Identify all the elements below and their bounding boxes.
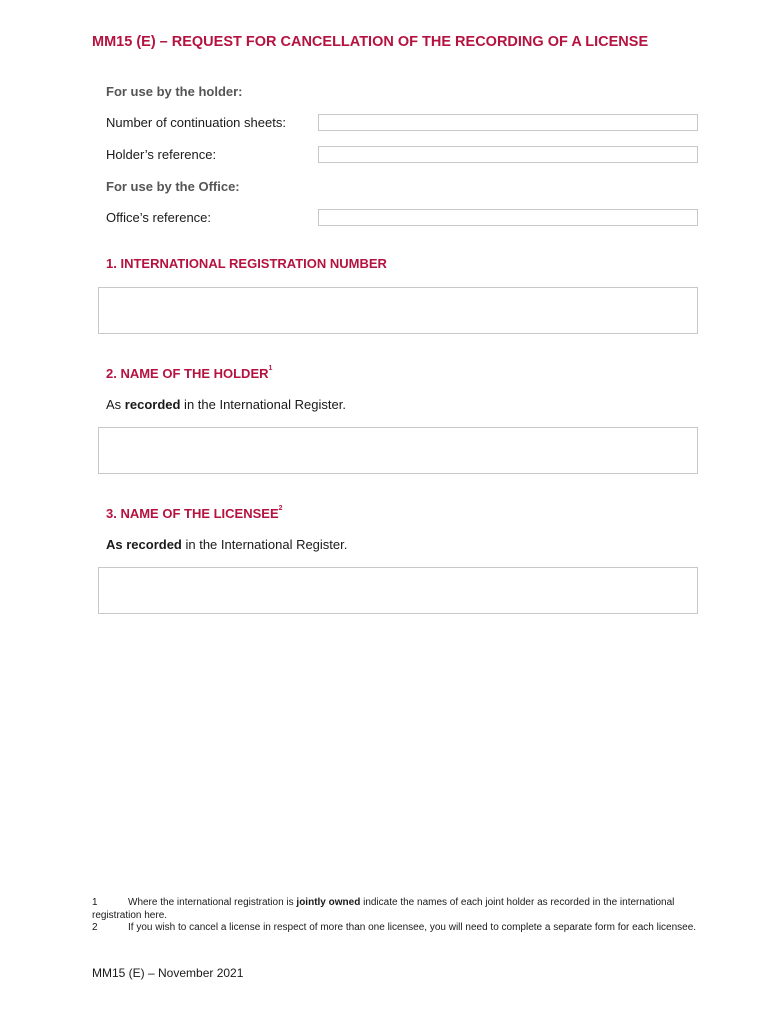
section-1-title bbox=[106, 256, 387, 271]
section-3-note-bold: As recorded bbox=[106, 537, 182, 552]
form-title: MM15 (E) – REQUEST FOR CANCELLATION OF THE RECORDING OF A LICENSE bbox=[92, 34, 649, 50]
footnote-1-text: Where the international registration is bbox=[128, 897, 297, 908]
footnote-1-number: 1 bbox=[92, 897, 98, 908]
section-2-title-text: 2. NAME OF THE HOLDER bbox=[106, 366, 269, 381]
office-use-heading: For use by the Office: bbox=[106, 179, 240, 194]
footnote-2-text: If you wish to cancel a license in respect of more than one licensee, you will need to complete a separate form for each licensee. bbox=[128, 922, 697, 933]
section-2-note-bold: recorded bbox=[124, 397, 181, 412]
section-1-title-text: 1. INTERNATIONAL REGISTRATION NUMBER bbox=[106, 256, 387, 271]
international-registration-number-field[interactable] bbox=[98, 287, 698, 334]
holder-use-heading: For use by the holder: bbox=[106, 84, 243, 99]
footnote-ref-2[interactable]: 2 bbox=[278, 505, 283, 512]
section-3-note-suffix: in the International Register. bbox=[181, 537, 348, 552]
footnote-1 bbox=[92, 897, 702, 922]
office-reference-label: Office’s reference: bbox=[106, 210, 212, 225]
footnote-ref-1[interactable]: 1 bbox=[268, 365, 273, 372]
section-2-note bbox=[106, 397, 346, 412]
office-reference-field[interactable] bbox=[318, 209, 698, 226]
section-3-note bbox=[106, 537, 347, 552]
section-2-note-prefix: As bbox=[106, 397, 125, 412]
footnote-2 bbox=[92, 922, 702, 935]
footnote-2-number: 2 bbox=[92, 922, 98, 933]
section-3-title bbox=[106, 506, 283, 521]
footnote-1-bold: jointly owned bbox=[296, 897, 361, 908]
section-2-note-suffix: in the International Register. bbox=[180, 397, 346, 412]
holder-reference-field[interactable] bbox=[318, 146, 698, 163]
licensee-name-field[interactable] bbox=[98, 567, 698, 614]
section-2-title bbox=[106, 366, 272, 381]
holder-reference-label: Holder’s reference: bbox=[106, 147, 217, 162]
holder-name-field[interactable] bbox=[98, 427, 698, 474]
section-3-title-text: 3. NAME OF THE LICENSEE bbox=[106, 506, 279, 521]
footnote-1-text-end: indicate the names of each joint holder as recorded in the international registration here. bbox=[92, 897, 675, 921]
continuation-sheets-label: Number of continuation sheets: bbox=[106, 115, 286, 130]
continuation-sheets-field[interactable] bbox=[318, 114, 698, 131]
page-footer: MM15 (E) – November 2021 bbox=[92, 966, 244, 980]
